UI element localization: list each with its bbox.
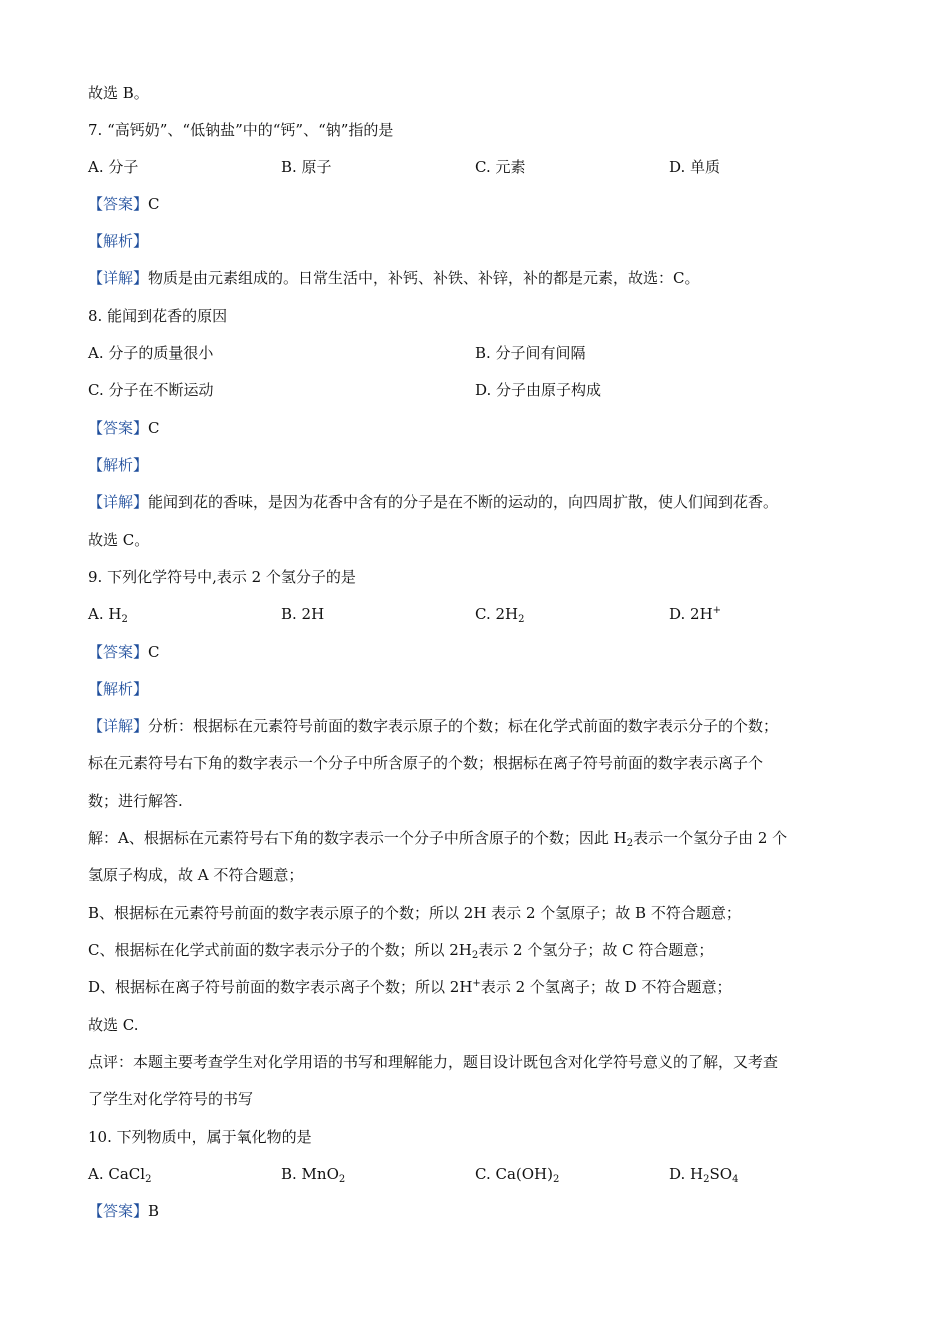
prev-conclusion: 故选 B。: [88, 84, 149, 102]
q10-stem: 10. 下列物质中，属于氧化物的是: [88, 1128, 312, 1146]
q9-comment-line1: 点评：本题主要考查学生对化学用语的书写和理解能力，题目设计既包含对化学符号意义的了解，又考查: [88, 1053, 779, 1071]
answer-value: C: [148, 419, 160, 437]
q8-analysis-tag: 【解析】: [88, 456, 149, 474]
q8-conclusion: 故选 C。: [88, 531, 150, 549]
q9-detail-line3: 数；进行解答.: [88, 792, 183, 810]
q9-answer: [88, 642, 878, 662]
detail-text: 分析：根据标在元素符号前面的数字表示原子的个数；标在化学式前面的数字表示分子的个数；: [148, 717, 779, 735]
q9-analysis-tag: 【解析】: [88, 680, 149, 698]
q7-analysis-tag: 【解析】: [88, 232, 149, 250]
answer-tag: 【答案】: [88, 1202, 149, 1220]
q7-option-c: C. 元素: [475, 158, 526, 176]
detail-tag: 【详解】: [88, 269, 149, 287]
q9-solution-a-line1: 解：A、根据标在元素符号右下角的数字表示一个分子中所含原子的个数；因此 $H_2$表示一个氢分子由 2 个: [88, 829, 788, 849]
q9-solution-b: B、根据标在元素符号前面的数字表示原子的个数；所以 2H 表示 2 个氢原子；故 B 不符合题意；: [88, 904, 741, 922]
answer-value: C: [148, 643, 160, 661]
q9-option-c: C. $2H_2$: [475, 605, 525, 625]
q9-solution-d: D、根据标在离子符号前面的数字表示离子个数；所以 2H+表示 2 个氢离子；故 D 不符合题意；: [88, 978, 732, 996]
q8-option-d: D. 分子由原子构成: [475, 381, 602, 399]
q9-option-a: A. $H_2$: [88, 605, 128, 625]
detail-tag: 【详解】: [88, 493, 149, 511]
q10-answer: [88, 1201, 878, 1221]
q9-option-b: B. 2H: [281, 605, 325, 623]
q8-detail: [88, 492, 878, 512]
answer-tag: 【答案】: [88, 643, 149, 661]
q9-solution-a-line2: 氢原子构成，故 A 不符合题意；: [88, 866, 304, 884]
q8-stem: 8. 能闻到花香的原因: [88, 307, 228, 325]
answer-value: B: [148, 1202, 160, 1220]
q7-option-d: D. 单质: [669, 158, 721, 176]
q8-answer: [88, 418, 878, 438]
q7-answer: [88, 194, 878, 214]
detail-text: 能闻到花的香味，是因为花香中含有的分子是在不断的运动的，向四周扩散，使人们闻到花香。: [148, 493, 779, 511]
detail-tag: 【详解】: [88, 717, 149, 735]
q9-option-d: D. 2H+: [669, 605, 722, 623]
q9-detail-line2: 标在元素符号右下角的数字表示一个分子中所含原子的个数；根据标在离子符号前面的数字表示离子个: [88, 754, 764, 772]
q10-option-b: B. MnO$_2$: [281, 1165, 346, 1185]
q7-option-a: A. 分子: [88, 158, 139, 176]
q7-detail: [88, 268, 878, 288]
q9-solution-c: C、根据标在化学式前面的数字表示分子的个数；所以 $2H_2$表示 2 个氢分子；故 C 符合题意；: [88, 941, 714, 961]
answer-value: C: [148, 195, 160, 213]
answer-tag: 【答案】: [88, 419, 149, 437]
q9-conclusion: 故选 C.: [88, 1016, 139, 1034]
q9-stem: 9. 下列化学符号中,表示 2 个氢分子的是: [88, 568, 356, 586]
q9-comment-line2: 了学生对化学符号的书写: [88, 1090, 254, 1108]
answer-tag: 【答案】: [88, 195, 149, 213]
q8-option-a: A. 分子的质量很小: [88, 344, 214, 362]
q10-option-a: A. CaCl$_2$: [88, 1165, 152, 1185]
q7-option-b: B. 原子: [281, 158, 332, 176]
detail-text: 物质是由元素组成的。日常生活中，补钙、补铁、补锌，补的都是元素，故选：C。: [148, 269, 700, 287]
q8-option-c: C. 分子在不断运动: [88, 381, 214, 399]
q10-option-c: C. $Ca(OH)_2$: [475, 1165, 560, 1185]
q9-detail-line1: [88, 716, 878, 736]
q10-option-d: D. $H_2SO_4$: [669, 1165, 739, 1185]
q8-option-b: B. 分子间有间隔: [475, 344, 586, 362]
q7-stem: 7. “高钙奶”、“低钠盐”中的“钙”、“钠”指的是: [88, 121, 394, 139]
